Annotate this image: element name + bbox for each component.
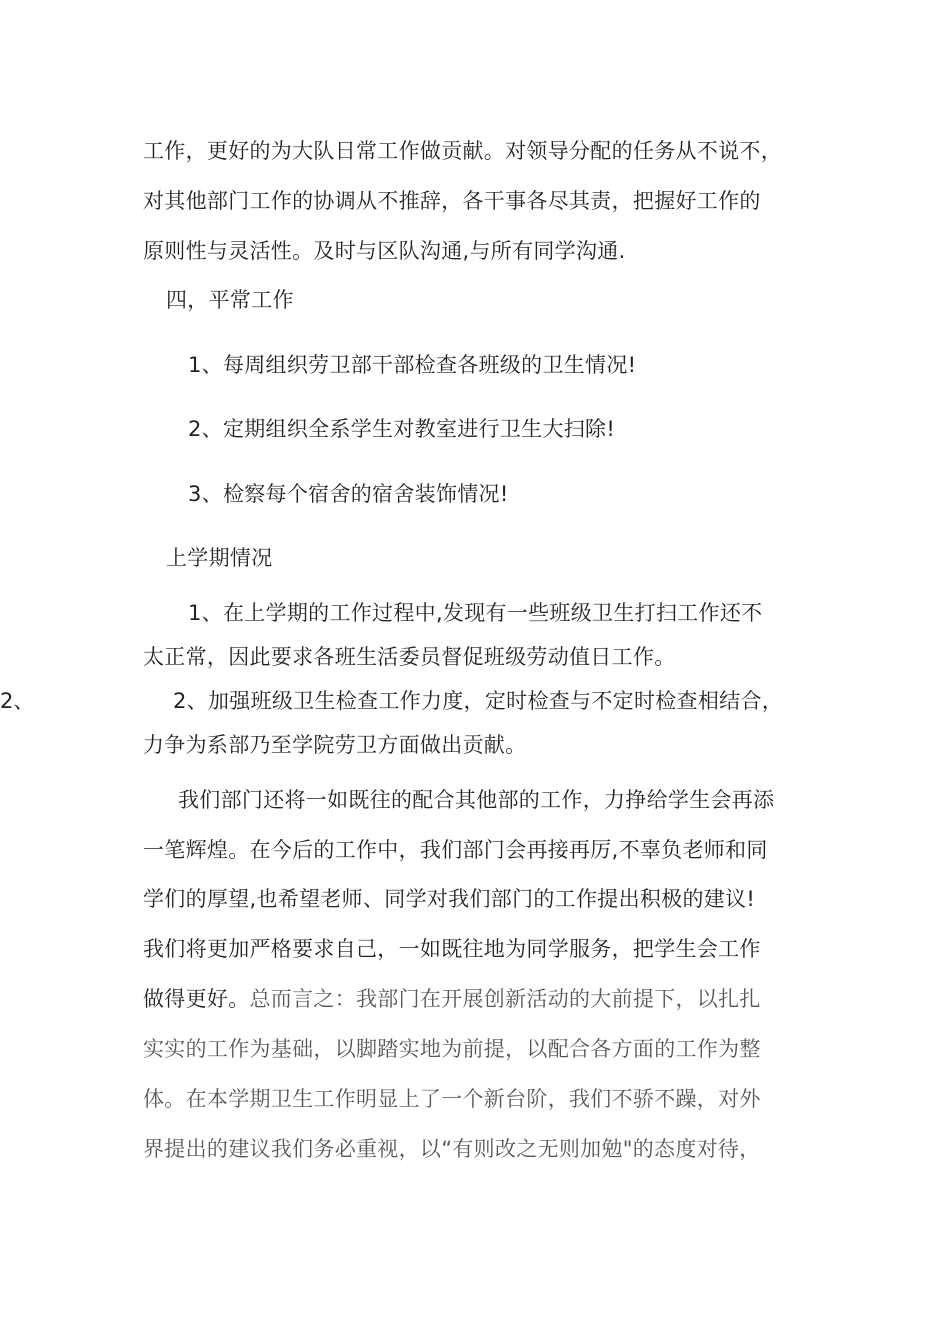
last-term-heading: 上学期情况 — [166, 546, 273, 570]
summary-line-2: 实实的工作为基础，以脚踏实地为前提，以配合各方面的工作为整 — [143, 1037, 761, 1061]
last-term-item2-line-2: 力争为系部乃至学院劳卫方面做出贡献。 — [143, 733, 527, 757]
section4-item-2: 2、定期组织全系学生对教室进行卫生大扫除! — [188, 417, 616, 441]
summary-line-1 — [143, 984, 761, 1014]
section4-heading: 四，平常工作 — [166, 288, 294, 312]
last-term-item1-line-1: 1、在上学期的工作过程中,发现有一些班级卫生打扫工作还不 — [188, 601, 763, 625]
summary-line-3: 体。在本学期卫生工作明显上了一个新台阶，我们不骄不躁，对外 — [143, 1087, 761, 1111]
intro-line-1: 工作，更好的为大队日常工作做贡献。对领导分配的任务从不说不， — [143, 139, 782, 163]
closing-line-2: 一笔辉煌。在今后的工作中，我们部门会再接再厉,不辜负老师和同 — [143, 838, 768, 862]
stray-list-number: 2、 — [0, 689, 35, 713]
intro-line-3: 原则性与灵活性。及时与区队沟通,与所有同学沟通. — [143, 239, 626, 263]
summary-line-dark-part: 做得更好。 — [143, 987, 250, 1011]
last-term-item2-line-1: 2、加强班级卫生检查工作力度，定时检查与不定时检查相结合， — [173, 689, 784, 713]
summary-line-4: 界提出的建议我们务必重视，以“有则改之无则加勉"的态度对待， — [143, 1137, 761, 1161]
section4-item-3: 3、检察每个宿舍的宿舍装饰情况! — [188, 482, 509, 506]
intro-line-2: 对其他部门工作的协调从不推辞，各干事各尽其责，把握好工作的 — [143, 189, 761, 213]
closing-line-3: 学们的厚望,也希望老师、同学对我们部门的工作提出积极的建议! — [143, 887, 756, 911]
closing-line-4: 我们将更加严格要求自己，一如既往地为同学服务，把学生会工作 — [143, 937, 761, 961]
last-term-item1-line-2: 太正常，因此要求各班生活委员督促班级劳动值日工作。 — [143, 645, 676, 669]
section4-item-1: 1、每周组织劳卫部干部检查各班级的卫生情况! — [188, 353, 637, 377]
summary-line-gray-part: 总而言之：我部门在开展创新活动的大前提下，以扎扎 — [249, 987, 761, 1011]
closing-line-1: 我们部门还将一如既往的配合其他部的工作，力挣给学生会再添 — [178, 788, 775, 812]
